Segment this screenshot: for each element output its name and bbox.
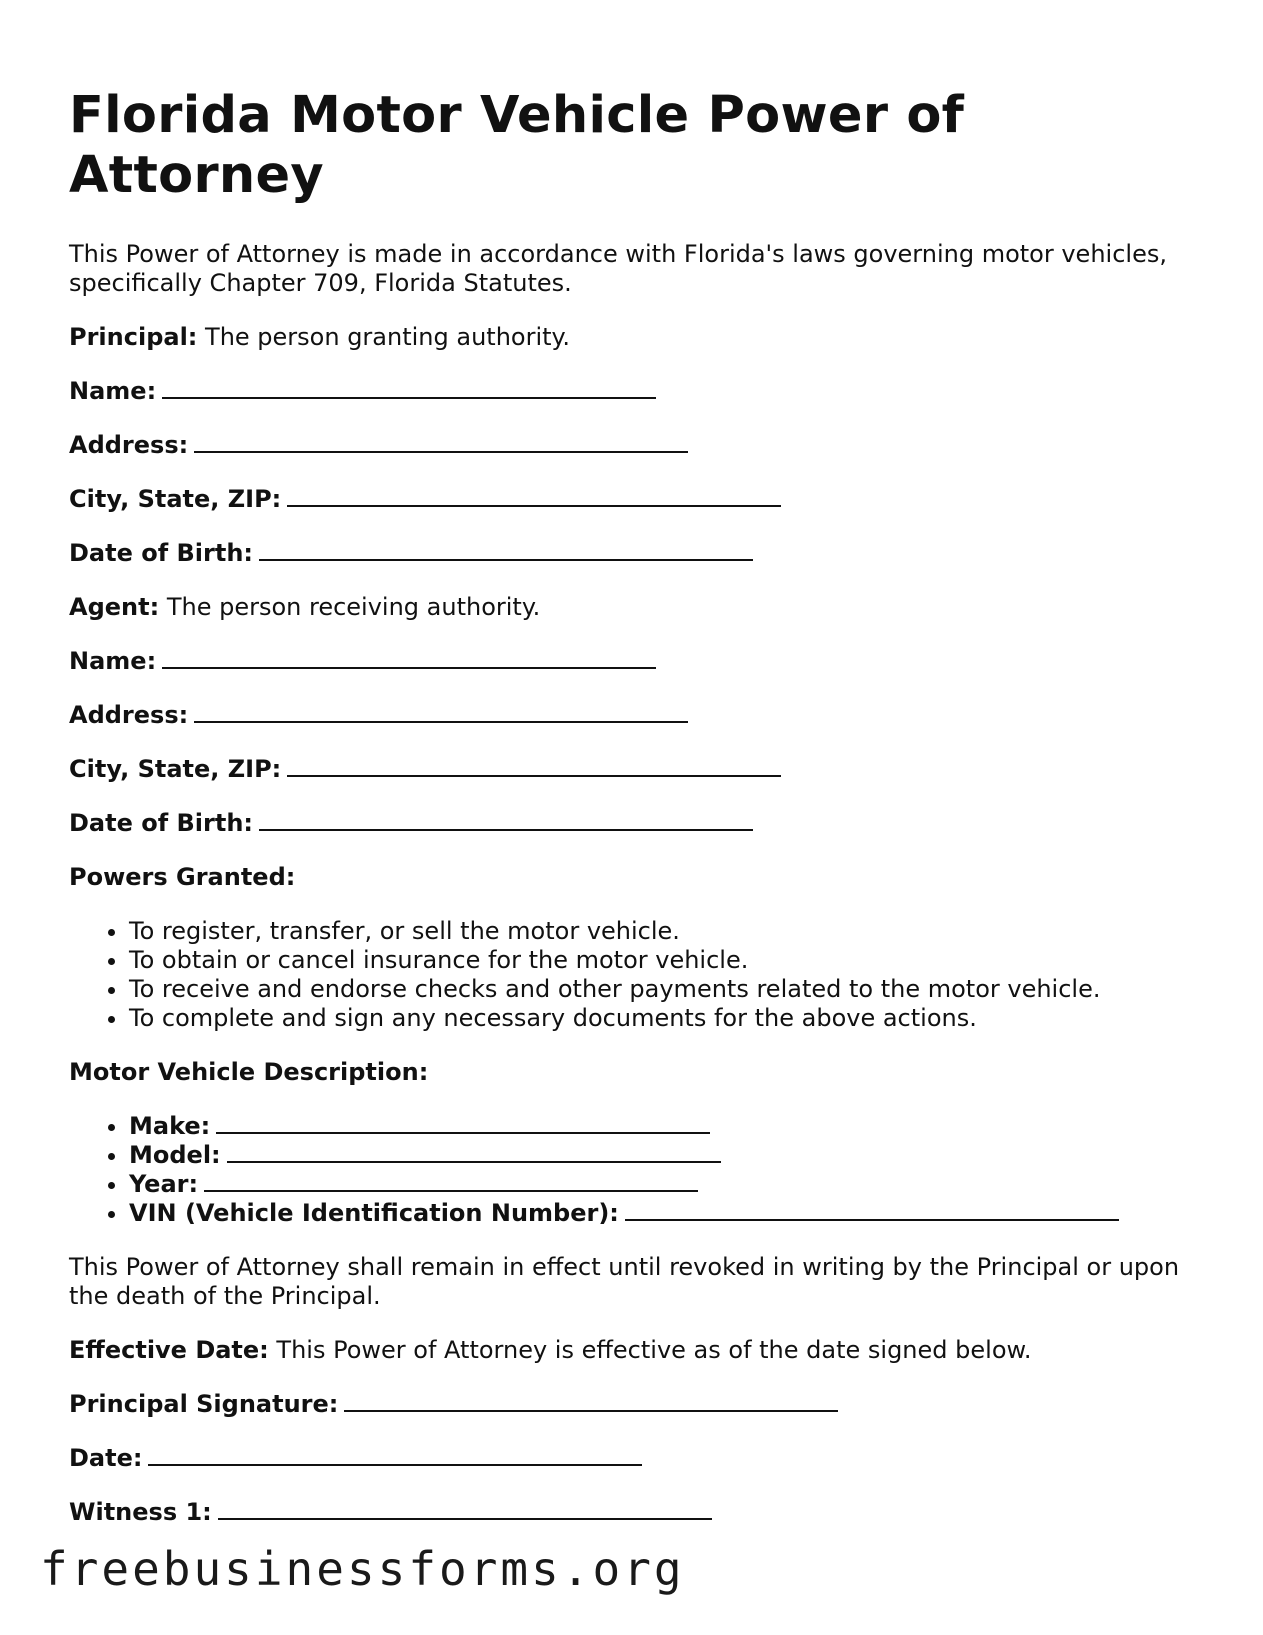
- witness1-label: Witness 1:: [69, 1498, 212, 1526]
- date-field[interactable]: [148, 1444, 642, 1466]
- principal-address-row: [69, 431, 1209, 460]
- agent-name-row: [69, 647, 1209, 676]
- agent-address-label: Address:: [69, 701, 189, 729]
- watermark: freebusinessforms.org: [40, 1542, 685, 1596]
- principal-dob-label: Date of Birth:: [69, 539, 254, 567]
- agent-dob-label: Date of Birth:: [69, 809, 254, 837]
- agent-address-row: [69, 701, 1209, 730]
- powers-list: [69, 917, 1209, 1033]
- vehicle-make-field[interactable]: [216, 1112, 710, 1134]
- vehicle-vin-label: VIN (Vehicle Identification Number):: [129, 1199, 619, 1227]
- vehicle-vin-row: [129, 1199, 1209, 1228]
- agent-dob-row: [69, 809, 1209, 838]
- agent-dob-field[interactable]: [259, 809, 753, 831]
- powers-heading: [69, 863, 1209, 892]
- date-label: Date:: [69, 1444, 143, 1472]
- agent-city-field[interactable]: [287, 755, 781, 777]
- vehicle-model-field[interactable]: [227, 1141, 721, 1163]
- principal-city-field[interactable]: [287, 485, 781, 507]
- agent-heading: [69, 593, 1209, 622]
- agent-name-label: Name:: [69, 647, 157, 675]
- principal-dob-field[interactable]: [259, 539, 753, 561]
- vehicle-heading: [69, 1058, 1209, 1087]
- agent-city-row: [69, 755, 1209, 784]
- power-item: • To complete and sign any necessary documents for the above actions.: [129, 1004, 1209, 1033]
- principal-name-row: [69, 377, 1209, 406]
- principal-signature-label: Principal Signature:: [69, 1390, 339, 1418]
- principal-address-field[interactable]: [194, 431, 688, 453]
- vehicle-model-row: [129, 1141, 1209, 1170]
- agent-address-field[interactable]: [194, 701, 688, 723]
- principal-city-row: [69, 485, 1209, 514]
- effective-date-label: Effective Date:: [69, 1336, 269, 1364]
- effective-date-row: [69, 1336, 1209, 1365]
- principal-heading: [69, 323, 1209, 352]
- principal-dob-row: [69, 539, 1209, 568]
- power-item: • To register, transfer, or sell the motor vehicle.: [129, 917, 1209, 946]
- agent-name-field[interactable]: [162, 647, 656, 669]
- power-item: • To receive and endorse checks and other payments related to the motor vehicle.: [129, 975, 1209, 1004]
- intro-paragraph: This Power of Attorney is made in accordance with Florida's laws governing motor vehicles, specifically Chapter 709, Florida Statutes.: [69, 240, 1167, 297]
- principal-label: Principal:: [69, 323, 198, 351]
- agent-city-label: City, State, ZIP:: [69, 755, 282, 783]
- principal-address-label: Address:: [69, 431, 189, 459]
- document-page: [69, 86, 1209, 1527]
- duration-paragraph: This Power of Attorney shall remain in effect until revoked in writing by the Principal or upon the death of the Principal.: [69, 1253, 1180, 1310]
- witness1-row: [69, 1498, 1209, 1527]
- agent-description: The person receiving authority.: [166, 593, 541, 621]
- principal-name-field[interactable]: [162, 377, 656, 399]
- effective-date-text: This Power of Attorney is effective as of the date signed below.: [276, 1336, 1032, 1364]
- vehicle-make-label: Make:: [129, 1112, 211, 1140]
- vehicle-vin-field[interactable]: [625, 1199, 1119, 1221]
- vehicle-make-row: [129, 1112, 1209, 1141]
- agent-label: Agent:: [69, 593, 160, 621]
- witness1-field[interactable]: [218, 1498, 712, 1520]
- vehicle-year-row: [129, 1170, 1209, 1199]
- vehicle-label: Motor Vehicle Description:: [69, 1058, 429, 1086]
- document-title: Florida Motor Vehicle Power of Attorney: [69, 86, 965, 205]
- powers-label: Powers Granted:: [69, 863, 296, 891]
- principal-name-label: Name:: [69, 377, 157, 405]
- vehicle-list: [69, 1112, 1209, 1228]
- vehicle-model-label: Model:: [129, 1141, 221, 1169]
- date-row: [69, 1444, 1209, 1473]
- vehicle-year-label: Year:: [129, 1170, 199, 1198]
- principal-signature-row: [69, 1390, 1209, 1419]
- principal-signature-field[interactable]: [344, 1390, 838, 1412]
- principal-description: The person granting authority.: [205, 323, 570, 351]
- power-item: • To obtain or cancel insurance for the motor vehicle.: [129, 946, 1209, 975]
- vehicle-year-field[interactable]: [204, 1170, 698, 1192]
- principal-city-label: City, State, ZIP:: [69, 485, 282, 513]
